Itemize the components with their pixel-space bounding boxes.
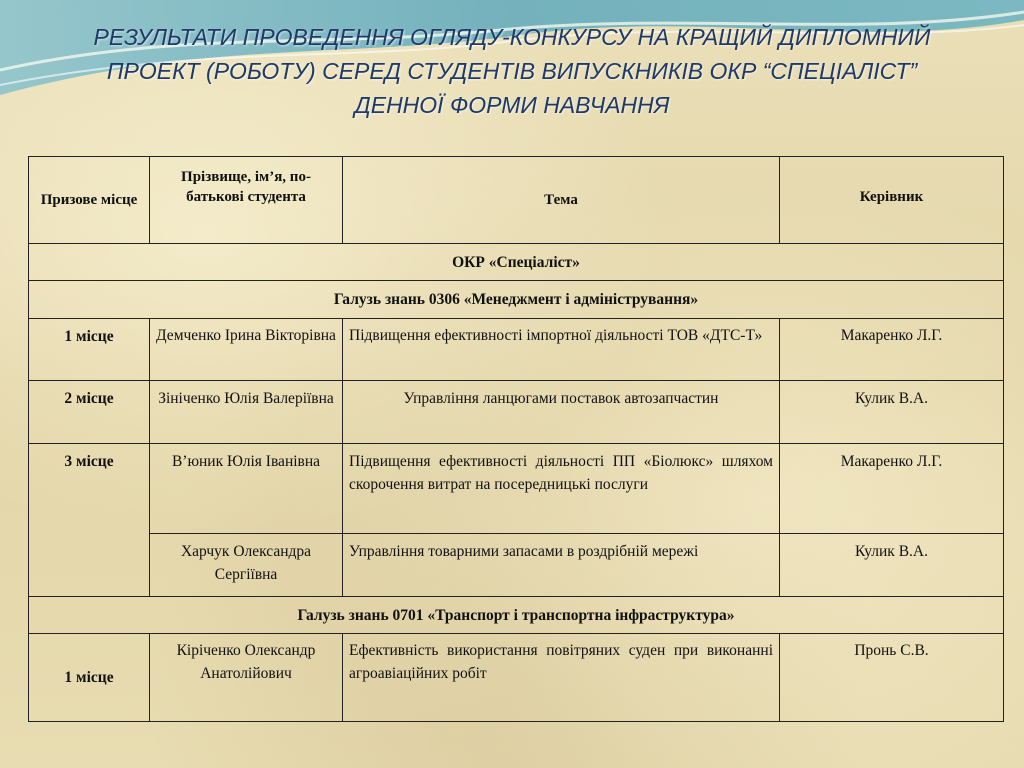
- student-cell: Харчук Олександра Сергіївна: [150, 534, 343, 597]
- supervisor-cell: Макаренко Л.Г.: [780, 319, 1004, 381]
- table-row: [29, 444, 1004, 534]
- student-cell: Зініченко Юлія Валеріївна: [150, 381, 343, 444]
- degree-row: [29, 244, 1004, 281]
- student-cell: Демченко Ірина Вікторівна: [150, 319, 343, 381]
- supervisor-cell: Макаренко Л.Г.: [780, 444, 1004, 534]
- place-cell: 1 місце: [29, 319, 150, 381]
- topic-cell: Підвищення ефективності імпортної діяльності ТОВ «ДТС-Т»: [343, 319, 780, 381]
- place-cell: 2 місце: [29, 381, 150, 444]
- title-line-2: ПРОЕКТ (РОБОТУ) СЕРЕД СТУДЕНТІВ ВИПУСКНИКІВ ОКР “СПЕЦІАЛІСТ”: [106, 58, 918, 84]
- field-row-2: [29, 597, 1004, 634]
- topic-cell: Управління товарними запасами в роздрібній мережі: [343, 534, 780, 597]
- page-title: [40, 20, 984, 122]
- topic-cell: Підвищення ефективності діяльності ПП «Біолюкс» шляхом скорочення витрат на посередницькі послуги: [343, 444, 780, 534]
- field-row-1: [29, 281, 1004, 319]
- title-line-1: РЕЗУЛЬТАТИ ПРОВЕДЕННЯ ОГЛЯДУ-КОНКУРСУ НА КРАЩИЙ ДИПЛОМНИЙ: [93, 24, 931, 50]
- table-row: [29, 534, 1004, 597]
- table-row: [29, 319, 1004, 381]
- header-student: Прізвище, ім’я, по-батькові студента: [150, 157, 343, 244]
- table-row: [29, 634, 1004, 722]
- header-place: Призове місце: [29, 157, 150, 244]
- field-label-2: Галузь знань 0701 «Транспорт і транспортна інфраструктура»: [29, 597, 1004, 634]
- degree-label: ОКР «Спеціаліст»: [29, 244, 1004, 281]
- student-cell: В’юник Юлія Іванівна: [150, 444, 343, 534]
- topic-cell: Управління ланцюгами поставок автозапчастин: [343, 381, 780, 444]
- header-topic: Тема: [343, 157, 780, 244]
- field-label-1: Галузь знань 0306 «Менеджмент і адміністрування»: [29, 281, 1004, 319]
- topic-cell: Ефективність використання повітряних суден при виконанні агроавіаційних робіт: [343, 634, 780, 722]
- header-supervisor: Керівник: [780, 157, 1004, 244]
- results-table: [28, 156, 1004, 722]
- title-line-3: ДЕННОЇ ФОРМИ НАВЧАННЯ: [354, 92, 670, 118]
- table-row: [29, 381, 1004, 444]
- supervisor-cell: Пронь С.В.: [780, 634, 1004, 722]
- table-header-row: [29, 157, 1004, 244]
- student-cell: Кіріченко Олександр Анатолійович: [150, 634, 343, 722]
- supervisor-cell: Кулик В.А.: [780, 534, 1004, 597]
- supervisor-cell: Кулик В.А.: [780, 381, 1004, 444]
- place-cell: 3 місце: [29, 444, 150, 597]
- place-cell: 1 місце: [29, 634, 150, 722]
